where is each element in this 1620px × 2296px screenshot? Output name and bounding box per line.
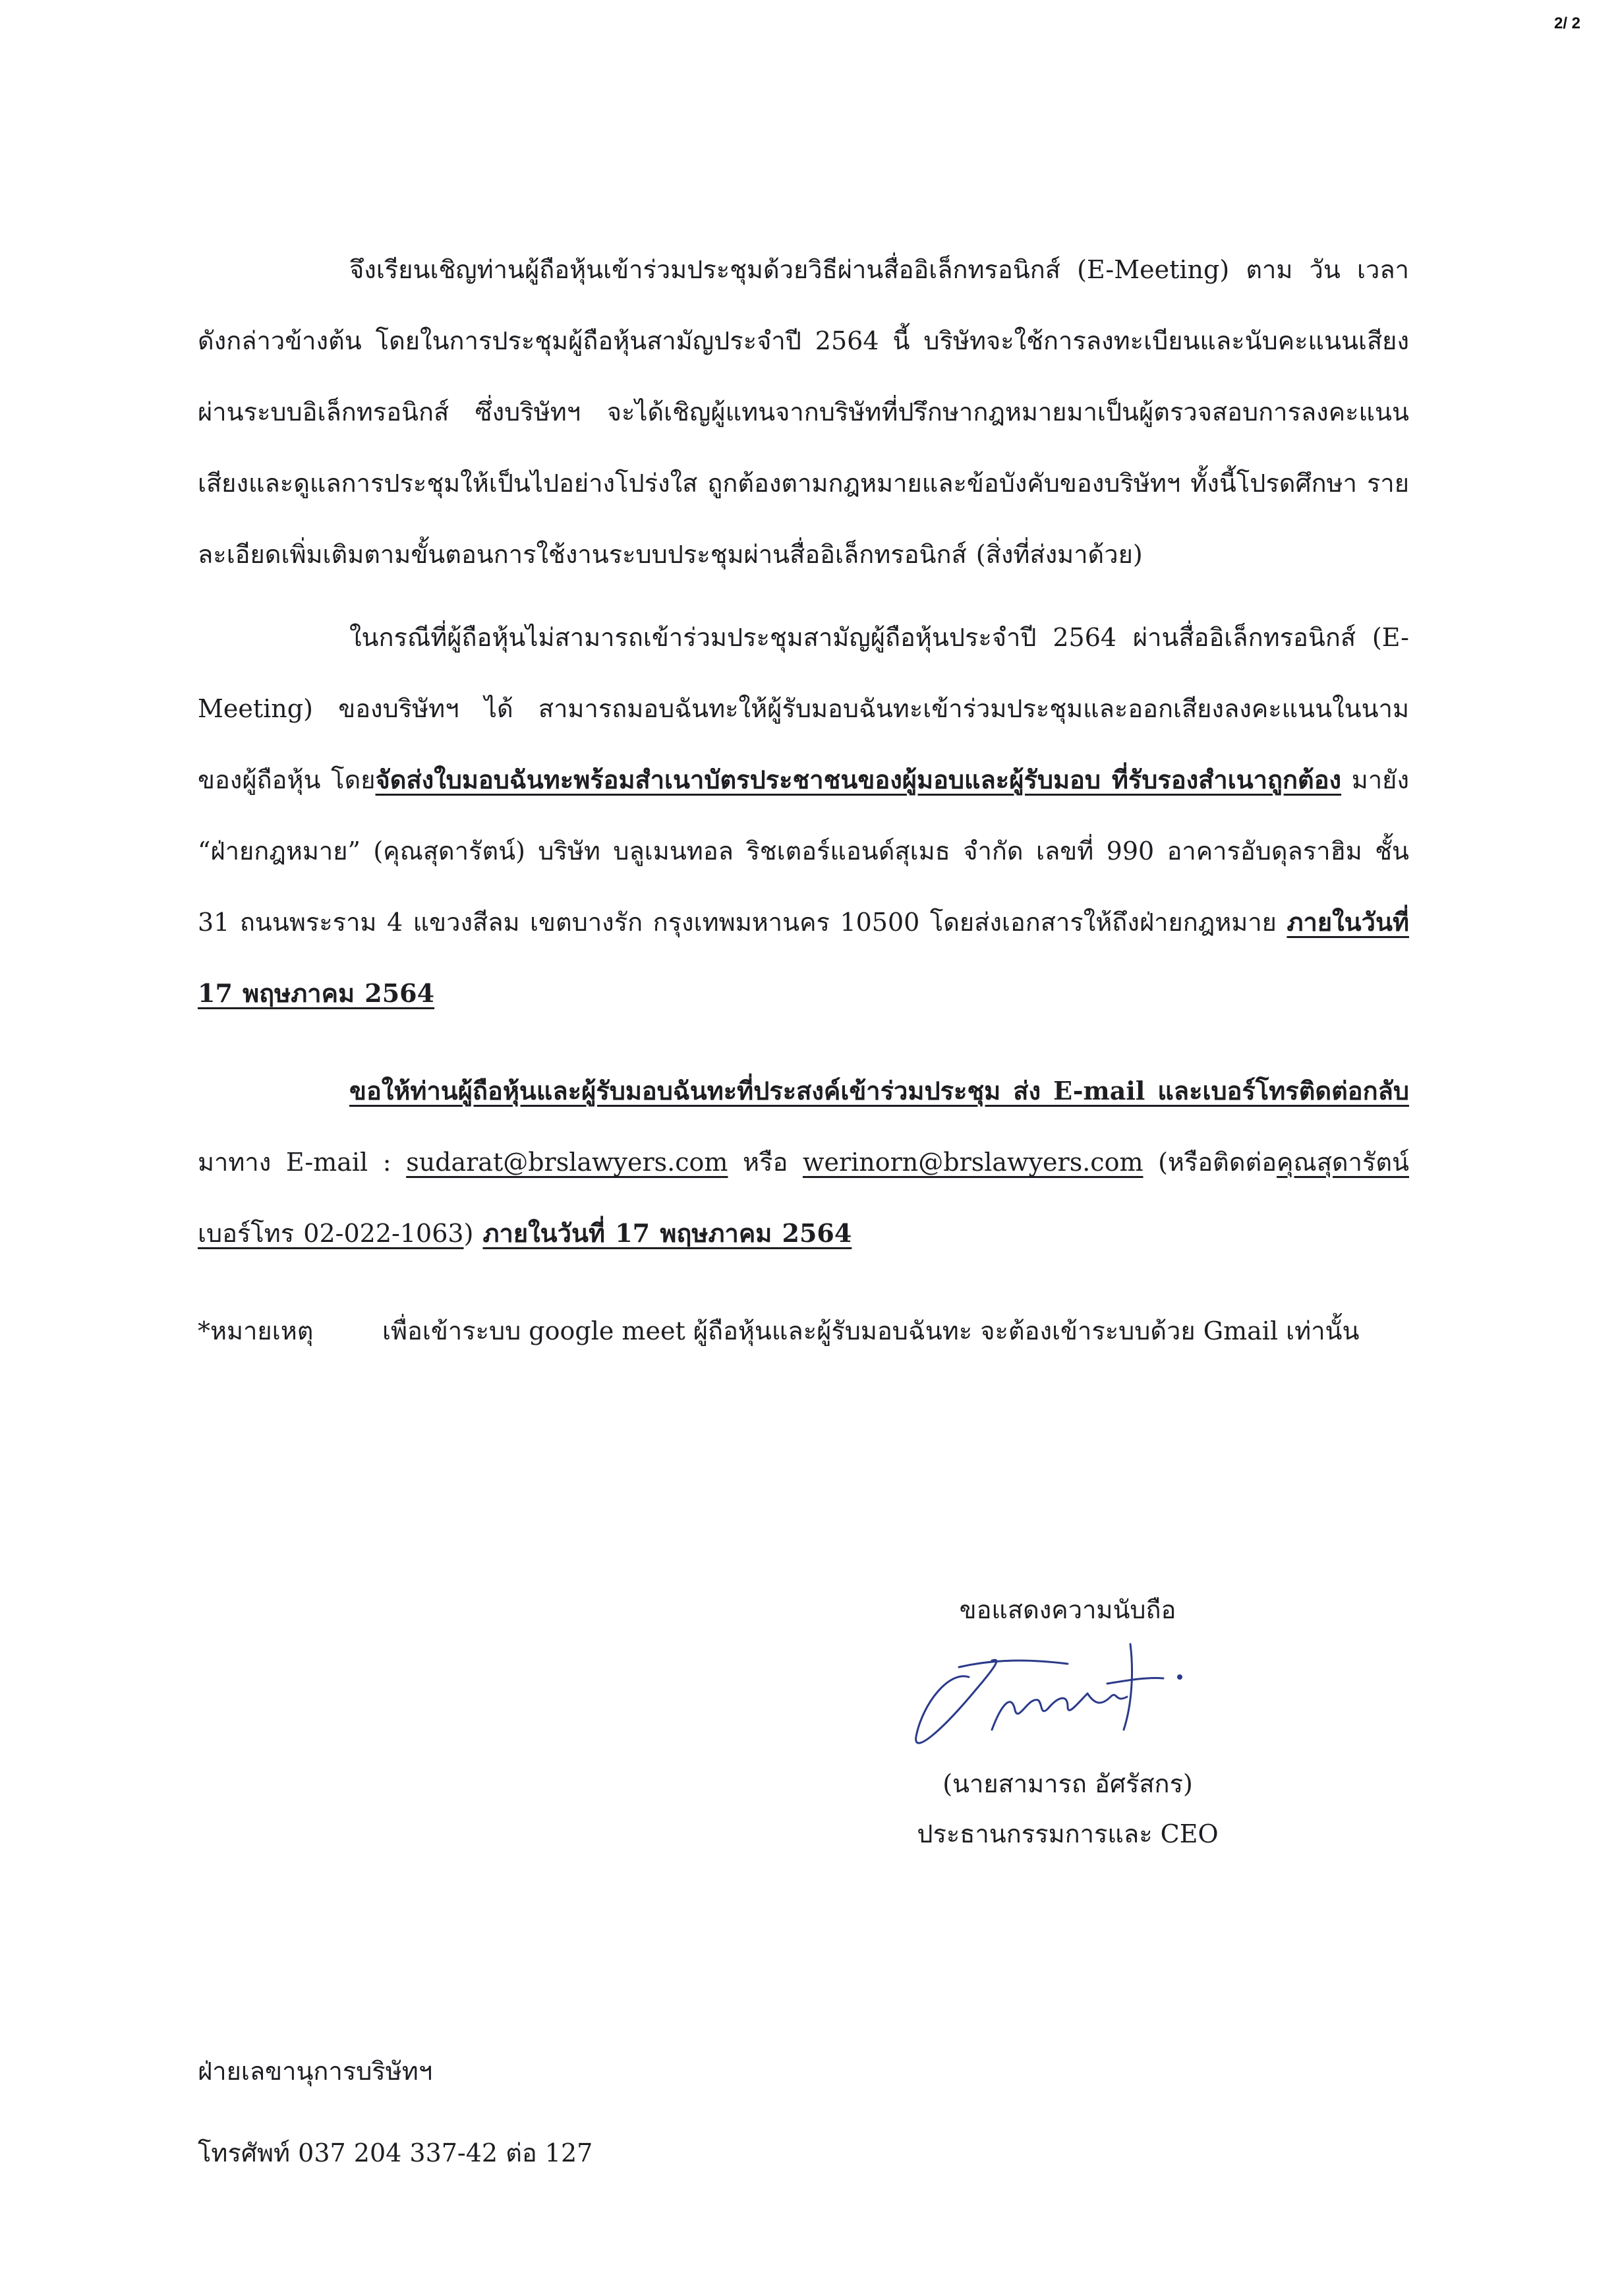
- email-link-werinorn[interactable]: werinorn@brslawyers.com: [802, 1148, 1143, 1177]
- proxy-deadline: ภายในวันที่ 17 พฤษภาคม 2564: [198, 907, 1409, 1008]
- contact-or: หรือ: [728, 1148, 803, 1177]
- letter-body: [198, 234, 1409, 1367]
- email-link-sudarat[interactable]: sudarat@brslawyers.com: [406, 1148, 728, 1177]
- page-number: 2/ 2: [1553, 15, 1580, 32]
- note: [198, 1295, 1409, 1367]
- contact-deadline: ภายในวันที่ 17 พฤษภาคม 2564: [482, 1218, 852, 1248]
- closing-regards: ขอแสดงความนับถือ: [959, 1595, 1176, 1624]
- signer-title: ประธานกรรมการและ CEO: [917, 1819, 1219, 1848]
- contact-emphasis: ขอให้ท่านผู้ถือหุ้นและผู้รับมอบฉันทะที่ประสงค์เข้าร่วมประชุม ส่ง E-mail และเบอร์โทรติดต่อกลับ: [349, 1076, 1409, 1105]
- note-text: เพื่อเข้าระบบ google meet ผู้ถือหุ้นและผู้รับมอบฉันทะ จะต้องเข้าระบบด้วย Gmail เท่านั้น: [382, 1316, 1360, 1345]
- proxy-emphasis: จัดส่งใบมอบฉันทะพร้อมสำเนาบัตรประชาชนของผู้มอบและผู้รับมอบ ที่รับรองสำเนาถูกต้อง: [375, 765, 1342, 794]
- paragraph-invitation: จึงเรียนเชิญท่านผู้ถือหุ้นเข้าร่วมประชุมด้วยวิธีผ่านสื่ออิเล็กทรอนิกส์ (E-Meeting) ตาม วัน เวลา ดังกล่าวข้างต้น โดยในการประชุมผู้ถือหุ้นสามัญประจำปี 2564 นี้ บริษัทจะใช้การลงทะเบียนและนับคะแนนเสียง ผ่านระบบอิเล็กทรอนิกส์ ซึ่งบริษัทฯ จะได้เชิญผู้แทนจากบริษัทที่ปรึกษากฎหมายมาเป็นผู้ตรวจสอบการลงคะแนน เสียงและดูแลการประชุมให้เป็นไปอย่างโปร่งใส ถูกต้องตามกฎหมายและข้อบังคับของบริษัทฯ ทั้งนี้โปรดศึกษา รายละเอียดเพิ่มเติมตามขั้นตอนการใช้งานระบบประชุมผ่านสื่ออิเล็กทรอนิกส์ (สิ่งที่ส่งมาด้วย): [198, 255, 1409, 569]
- proxy-text-2: มายัง “ฝ่ายกฎหมาย” (คุณสุดารัตน์) บริษัท บลูเมนทอล ริชเตอร์แอนด์สุเมธ จำกัด เลขที่ 990 อาคารอับดุลราฮิม ชั้น 31 ถนนพระราม 4 แขวงสีลม เขตบางรัก กรุงเทพมหานคร 10500 โดยส่งเอกสารให้ถึงฝ่ายกฎหมาย: [198, 765, 1409, 937]
- closing-block: [870, 1589, 1265, 1855]
- proxy-text-1: ในกรณีที่ผู้ถือหุ้นไม่สามารถเข้าร่วมประชุมสามัญผู้ถือหุ้นประจำปี 2564 ผ่านสื่ออิเล็กทรอนิกส์ (E- Meeting) ของบริษัทฯ ได้ สามารถมอบฉันทะให้ผู้รับมอบฉันทะเข้าร่วมประชุมและออกเสียงลงคะแนนในนาม ของผู้ถือหุ้น โดย: [198, 623, 1409, 794]
- footer: [198, 2030, 593, 2194]
- signature: [870, 1631, 1265, 1763]
- footer-department: ฝ่ายเลขานุการบริษัทฯ: [198, 2057, 433, 2086]
- paragraph-contact: [198, 1055, 1409, 1269]
- footer-phone: โทรศัพท์ 037 204 337-42 ต่อ 127: [198, 2138, 593, 2167]
- contact-open: (หรือติดต่อ: [1143, 1148, 1277, 1177]
- paragraph-proxy: [198, 602, 1409, 1029]
- signer-name: (นายสามารถ อัศรัสกร): [942, 1769, 1193, 1798]
- contact-lead: มาทาง E-mail :: [198, 1148, 407, 1177]
- contact-close: ): [463, 1219, 483, 1248]
- contact-phone: คุณสุดารัตน์ เบอร์โทร 02-022-1063: [198, 1148, 1409, 1248]
- note-label: *หมายเหตุ: [198, 1316, 314, 1345]
- signature-icon: [870, 1631, 1265, 1763]
